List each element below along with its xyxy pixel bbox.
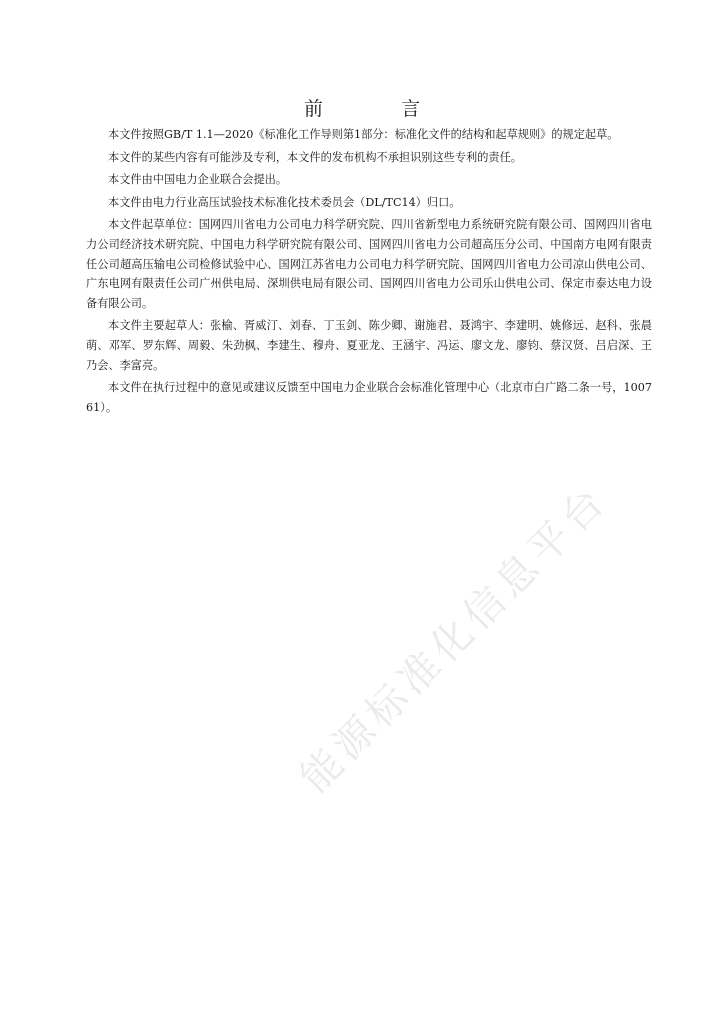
foreword-body bbox=[86, 125, 652, 420]
paragraph-proposer: 本文件由中国电力企业联合会提出。 bbox=[108, 173, 288, 187]
paragraph-patent-notice: 本文件的某些内容有可能涉及专利，本文件的发布机构不承担识别这些专利的责任。 bbox=[108, 150, 522, 164]
paragraph-feedback: 本文件在执行过程中的意见或建议反馈至中国电力企业联合会标准化管理中心（北京市白广路二条一号，100761）。 bbox=[86, 381, 652, 414]
paragraph-drafters: 本文件主要起草人：张榆、胥威汀、刘春、丁玉剑、陈少卿、谢施君、聂鸿宇、李建明、姚修远、赵科、张晨萌、邓军、罗东辉、周毅、朱劲枫、李建生、穆舟、夏亚龙、王涵宇、冯运、廖文龙、廖钧、蔡汉贤、吕启深、王乃会、李富亮。 bbox=[86, 319, 652, 372]
watermark: 能源标准化信息平台 bbox=[291, 476, 618, 802]
paragraph-drafting-rules: 本文件按照GB/T 1.1—2020《标准化工作导则第1部分：标准化文件的结构和起草规则》的规定起草。 bbox=[108, 128, 619, 141]
page-title: 前 言 bbox=[303, 98, 457, 120]
paragraph-drafting-organizations: 本文件起草单位：国网四川省电力公司电力科学研究院、四川省新型电力系统研究院有限公司、国网四川省电力公司经济技术研究院、中国电力科学研究院有限公司、国网四川省电力公司超高压分公司、中国南方电网有限责任公司超高压输电公司检修试验中心、国网江苏省电力公司电力科学研究院、国网四川省电力公司凉山供电公司、广东电网有限责任公司广州供电局、深圳供电局有限公司、国网四川省电力公司乐山供电公司、保定市泰达电力设备有限公司。 bbox=[86, 218, 652, 310]
paragraph-responsible-committee: 本文件由电力行业高压试验技术标准化技术委员会（DL/TC14）归口。 bbox=[108, 195, 461, 209]
